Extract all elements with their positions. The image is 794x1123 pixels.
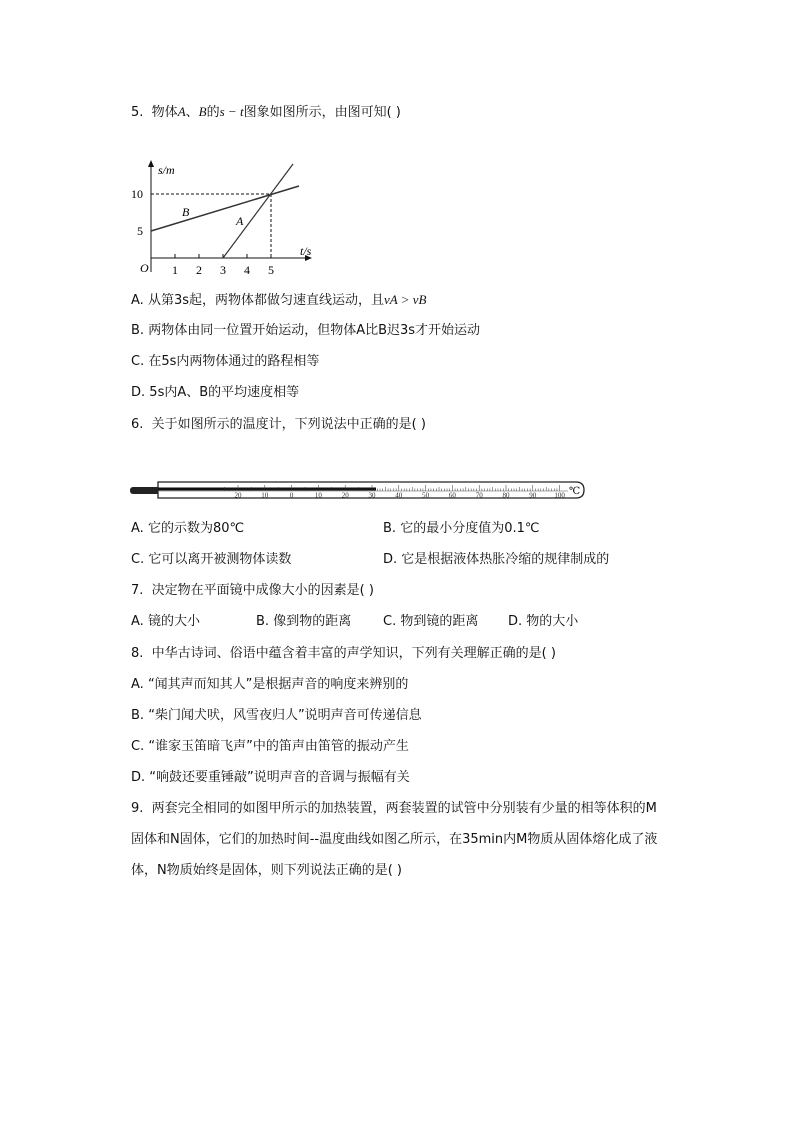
q5-option-d[interactable]: D. 5s内A、B的平均速度相等 — [131, 385, 300, 400]
q8-option-d[interactable]: D. “响鼓还要重锤敲”说明声音的音调与振幅有关 — [131, 770, 410, 785]
q6-option-c[interactable]: C. 它可以离开被测物体读数 — [131, 552, 292, 567]
q9-stem-line2: 固体和N固体，它们的加热时间--温度曲线如图乙所示，在35min内M物质从固体熔化成了液 — [131, 832, 658, 847]
y-tick-label: 5 — [137, 224, 143, 238]
x-tick-label: 1 — [172, 263, 178, 277]
q7-option-a[interactable]: A. 镜的大小 — [131, 614, 200, 629]
thermometer-scale-label: 10 — [261, 491, 269, 500]
st-graph — [128, 158, 313, 283]
x-tick-label: 3 — [220, 263, 226, 277]
thermometer-bulb — [130, 487, 160, 494]
q6-option-d[interactable]: D. 它是根据液体热胀冷缩的规律制成的 — [383, 552, 610, 567]
line-a — [223, 164, 293, 258]
y-axis-arrow — [148, 160, 154, 167]
thermometer-scale-label: 20 — [341, 491, 349, 500]
q8-option-c[interactable]: C. “谁家玉笛暗飞声”中的笛声由笛管的振动产生 — [131, 739, 409, 754]
y-tick-label: 10 — [131, 187, 143, 201]
q7-option-d[interactable]: D. 物的大小 — [508, 614, 579, 629]
q8-stem: 8. 中华古诗词、俗语中蕴含着丰富的声学知识，下列有关理解正确的是( ) — [131, 646, 556, 661]
thermometer-scale-label: 10 — [314, 491, 322, 500]
y-axis-label: s/m — [158, 163, 175, 177]
q5-option-b[interactable]: B. 两物体由同一位置开始运动，但物体A比B迟3s才开始运动 — [131, 323, 481, 338]
q9-stem-line3: 体，N物质始终是固体，则下列说法正确的是( ) — [131, 863, 403, 878]
thermometer-scale-label: 30 — [368, 491, 376, 500]
q6-option-b[interactable]: B. 它的最小分度值为0.1℃ — [383, 521, 540, 536]
x-axis-label: t/s — [300, 244, 312, 258]
q8-option-a[interactable]: A. “闻其声而知其人”是根据声音的响度来辨别的 — [131, 677, 409, 692]
q7-option-c[interactable]: C. 物到镜的距离 — [383, 614, 479, 629]
thermometer-scale-label: 20 — [234, 491, 242, 500]
mercury-column — [158, 488, 376, 491]
x-tick-label: 5 — [268, 263, 274, 277]
origin-label: O — [140, 261, 149, 275]
q6-stem: 6. 关于如图所示的温度计，下列说法中正确的是( ) — [131, 417, 426, 432]
q8-option-b[interactable]: B. “柴门闻犬吠，风雪夜归人”说明声音可传递信息 — [131, 708, 422, 723]
q5-option-c[interactable]: C. 在5s内两物体通过的路程相等 — [131, 354, 320, 369]
q5-stem: 5. 物体A、B的s − t图象如图所示，由图可知( ) — [131, 104, 401, 120]
x-tick-label: 2 — [196, 263, 202, 277]
q7-option-b[interactable]: B. 像到物的距离 — [256, 614, 352, 629]
q9-stem-line1: 9. 两套完全相同的如图甲所示的加热装置，两套装置的试管中分别装有少量的相等体积的M — [131, 801, 657, 816]
q5-option-a[interactable]: A. 从第3s起，两物体都做匀速直线运动，且vA > vB — [131, 292, 427, 308]
thermometer-scale-label: 40 — [395, 491, 403, 500]
line-b — [151, 186, 299, 231]
velocity-compare: vA > vB — [383, 292, 427, 307]
q6-option-a[interactable]: A. 它的示数为80℃ — [131, 521, 245, 536]
thermometer-unit: ℃ — [569, 486, 581, 497]
q7-stem: 7. 决定物在平面镜中成像大小的因素是( ) — [131, 583, 374, 598]
x-tick-label: 4 — [244, 263, 250, 277]
line-a-label: A — [236, 214, 244, 228]
line-b-label: B — [182, 205, 190, 219]
thermometer-scale-label: 70 — [475, 491, 483, 500]
thermometer-scale-label: 60 — [448, 491, 456, 500]
thermometer-scale-label: 100 — [554, 491, 565, 500]
thermometer-scale-label: 50 — [422, 491, 430, 500]
thermometer — [128, 476, 588, 506]
thermometer-scale-label: 90 — [529, 491, 537, 500]
thermometer-scale-label: 0 — [289, 491, 294, 500]
thermometer-scale-label: 80 — [502, 491, 510, 500]
